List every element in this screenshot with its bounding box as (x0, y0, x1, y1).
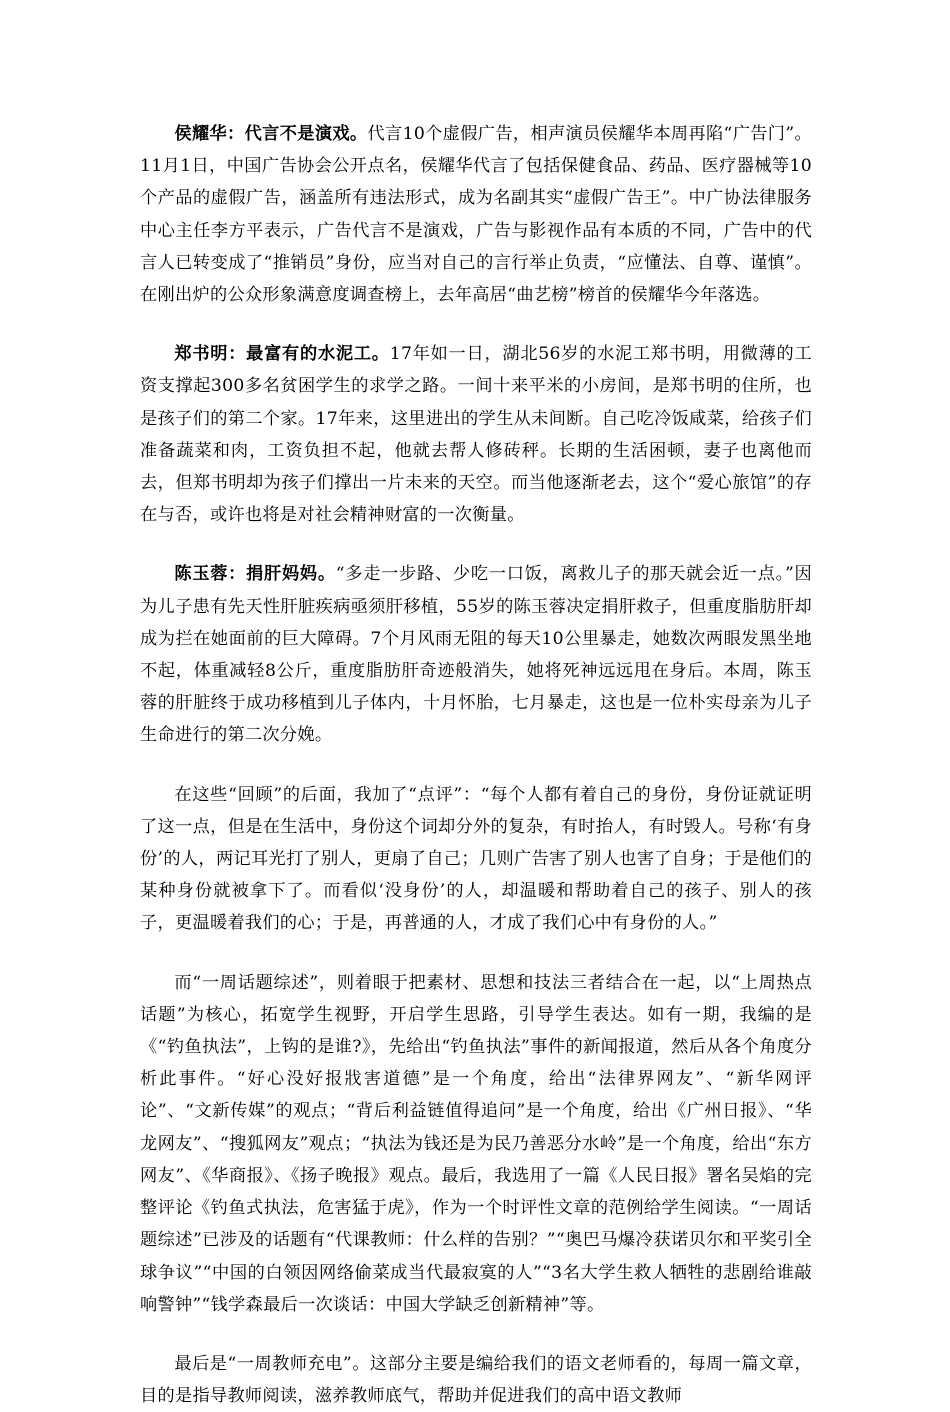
paragraph-hou-yaohua (140, 118, 812, 311)
document-page (140, 118, 812, 1412)
paragraph-weekly-topic (140, 967, 812, 1321)
paragraph-chen-yurong (140, 558, 812, 751)
paragraph-teacher-recharge (140, 1348, 812, 1412)
paragraph-commentary (140, 779, 812, 940)
paragraph-lead: 郑书明：最富有的水泥工。 (174, 344, 390, 365)
paragraph-body: 17年如一日，湖北56岁的水泥工郑书明，用微薄的工资支撑起300多名贫困学生的求学之路。一间十来平米的小房间，是郑书明的住所，也是孩子们的第二个家。17年来，这里进出的学生从未间断。自己吃冷饭咸菜，给孩子们准备蔬菜和肉，工资负担不起，他就去帮人修砖秤。长期的生活困顿，妻子也离他而去，但郑书明却为孩子们撑出一片未来的天空。而当他逐渐老去，这个“爱心旅馆”的存在与否，或许也将是对社会精神财富的一次衡量。 (140, 344, 812, 526)
paragraph-lead: 侯耀华：代言不是演戏。 (174, 124, 368, 144)
paragraph-zheng-shuming (140, 338, 812, 531)
paragraph-body: 在这些“回顾”的后面，我加了“点评”：“每个人都有着自己的身份，身份证就证明了这一点，但是在生活中，身份这个词却分外的复杂，有时抬人，有时毁人。号称‘有身份’的人，两记耳光打了别人，更扇了自己；几则广告害了别人也害了自身；于是他们的某种身份就被拿下了。而看似‘没身份’的人，却温暖和帮助着自己的孩子、别人的孩子，更温暖着我们的心；于是，再普通的人，才成了我们心中有身份的人。” (140, 784, 812, 934)
paragraph-body: “多走一步路、少吃一口饭，离救儿子的那天就会近一点。”因为儿子患有先天性肝脏疾病亟须肝移植，55岁的陈玉蓉决定捐肝救子，但重度脂肪肝却成为拦在她面前的巨大障碍。7个月风雨无阻的每天10公里暴走，她数次两眼发黑坐地不起，体重减轻8公斤，重度脂肪肝奇迹般消失，她将死神远远甩在身后。本周，陈玉蓉的肝脏终于成功移植到儿子体内，十月怀胎，七月暴走，这也是一位朴实母亲为儿子生命进行的第二次分娩。 (140, 564, 812, 746)
paragraph-body: 而“一周话题综述”，则着眼于把素材、思想和技法三者结合在一起，以“上周热点话题”为核心，拓宽学生视野，开启学生思路，引导学生表达。如有一期，我编的是《“钓鱼执法”，上钩的是谁?》，先给出“钓鱼执法”事件的新闻报道，然后从各个角度分析此事件。“好心没好报戕害道德”是一个角度，给出“法律界网友”、“新华网评论”、“文新传媒”的观点；“背后利益链值得追问”是一个角度，给出《广州日报》、“华龙网友”、“搜狐网友”观点；“执法为钱还是为民乃善恶分水岭”是一个角度，给出“东方网友”、《华商报》、《扬子晚报》观点。最后，我选用了一篇《人民日报》署名吴焰的完整评论《钓鱼式执法，危害猛于虎》，作为一个时评性文章的范例给学生阅读。“一周话题综述”已涉及的话题有“代课教师：什么样的告别？”“奥巴马爆冷获诺贝尔和平奖引全球争议”“中国的白领因网络偷菜成当代最寂寞的人”“3名大学生救人牺牲的悲剧给谁敲响警钟”“钱学森最后一次谈话：中国大学缺乏创新精神”等。 (140, 972, 812, 1315)
paragraph-body: 代言10个虚假广告，相声演员侯耀华本周再陷“广告门”。11月1日，中国广告协会公开点名，侯耀华代言了包括保健食品、药品、医疗器械等10个产品的虚假广告，涵盖所有违法形式，成为名副其实“虚假广告王”。中广协法律服务中心主任李方平表示，广告代言不是演戏，广告与影视作品有本质的不同，广告中的代言人已转变成了“推销员”身份，应当对自己的言行举止负责，“应懂法、自尊、谨慎”。在刚出炉的公众形象满意度调查榜上，去年高居“曲艺榜”榜首的侯耀华今年落选。 (140, 124, 812, 306)
paragraph-body: 最后是“一周教师充电”。这部分主要是编给我们的语文老师看的，每周一篇文章，目的是指导教师阅读，滋养教师底气，帮助并促进我们的高中语文教师 (140, 1353, 812, 1407)
paragraph-lead: 陈玉蓉：捐肝妈妈。 (174, 564, 336, 585)
